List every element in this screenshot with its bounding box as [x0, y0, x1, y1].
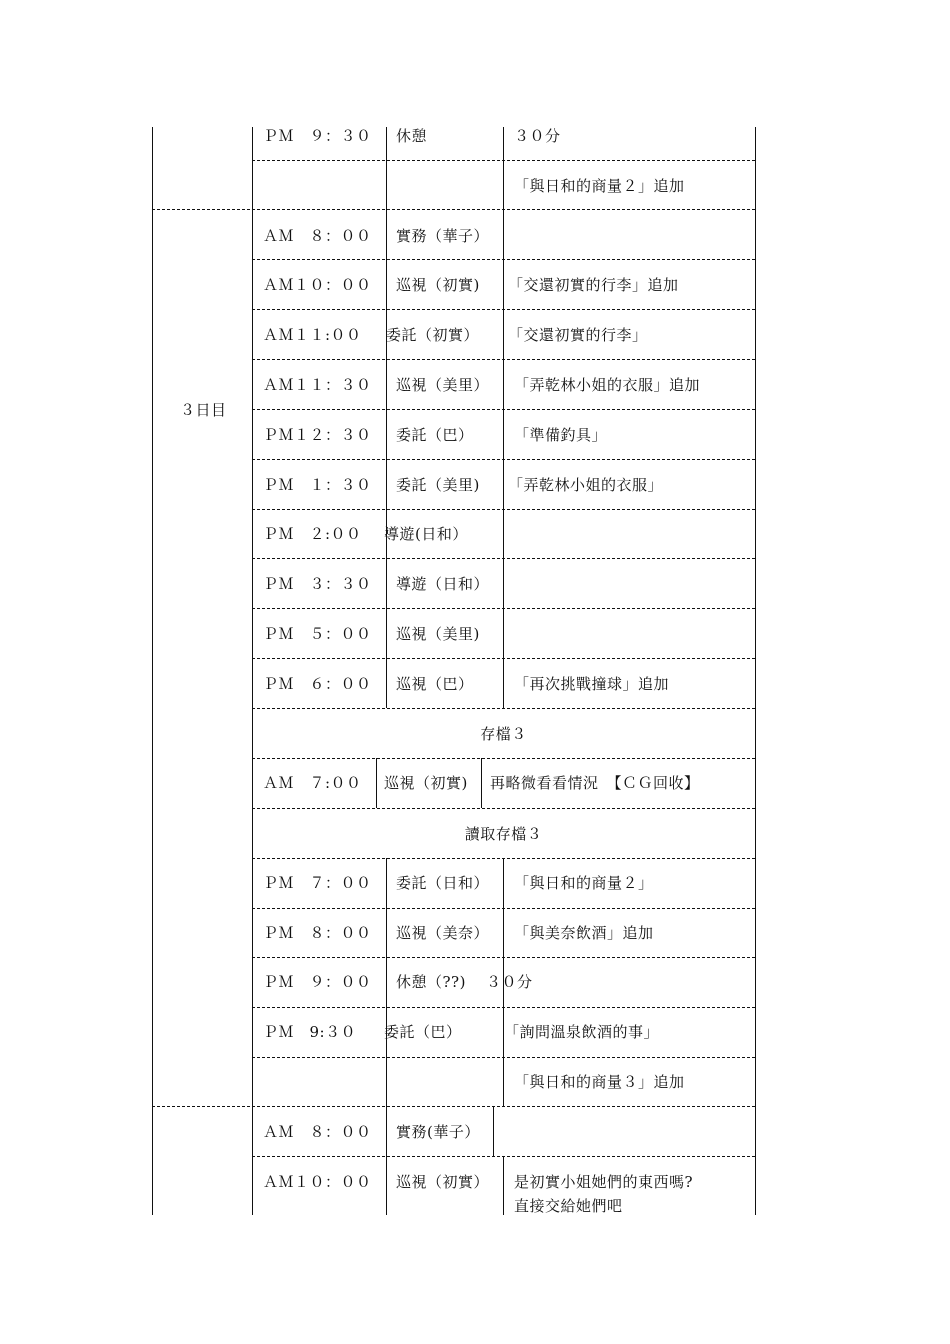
row-action: 委託（美里)	[396, 476, 480, 494]
row-time: ＡＭ１１：３０	[263, 376, 372, 394]
row-separator	[252, 808, 755, 809]
row-time: ＡＭ１１:００	[263, 326, 362, 344]
time-action-divider	[386, 858, 387, 1106]
row-time: ＰＭ ２:００	[263, 525, 362, 543]
group-separator	[152, 1106, 755, 1107]
action-note-divider	[503, 209, 504, 708]
row-separator	[252, 160, 755, 161]
row-time: ＰＭ１２：３０	[263, 426, 372, 444]
load-note: 讀取存檔３	[464, 825, 543, 843]
row-note: 「交還初實的行李」追加	[508, 276, 679, 294]
row-note: 「與美奈飲酒」追加	[514, 924, 654, 942]
row-action: 委託（巴）	[384, 1023, 462, 1041]
row-action: 實務(華子）	[396, 1123, 480, 1141]
row-action: 巡視（美奈）	[396, 924, 490, 942]
row-action: 休憩（??)	[396, 973, 466, 991]
row-action: 巡視（美里）	[396, 376, 490, 394]
row-time: ＰＭ ９：３０	[263, 127, 372, 145]
row-time: ＡＭ ８：００	[263, 227, 372, 245]
row-time: ＰＭ ６：００	[263, 675, 372, 693]
time-action-divider	[376, 758, 377, 808]
row-time: ＡＭ ７:００	[263, 774, 362, 792]
action-note-divider	[503, 1156, 504, 1215]
row-note: 「與日和的商量２」追加	[514, 177, 685, 195]
row-note: 是初實小姐她們的東西嗎?	[514, 1173, 694, 1191]
row-note: 「再次挑戰撞球」追加	[514, 675, 670, 693]
action-note-divider	[493, 1106, 494, 1156]
row-time: ＡＭ１０：００	[263, 276, 372, 294]
row-time: ＰＭ ８：００	[263, 924, 372, 942]
table-left-border	[152, 127, 153, 1215]
row-action: 巡視（初實)	[396, 276, 480, 294]
table-time-column-border	[252, 127, 253, 1215]
table-right-border	[755, 127, 756, 1215]
row-action: 導遊（日和）	[396, 575, 490, 593]
save-note: 存檔３	[480, 725, 527, 743]
time-action-divider	[386, 209, 387, 708]
row-separator	[252, 708, 755, 709]
row-time: ＰＭ ５：００	[263, 625, 372, 643]
row-note: 「弄乾林小姐的衣服」	[508, 476, 664, 494]
time-action-divider	[386, 1106, 387, 1215]
day-label: ３日目	[180, 401, 227, 419]
action-note-divider	[503, 127, 504, 209]
row-action: 巡視（初實)	[384, 774, 468, 792]
row-time: ＰＭ ３：３０	[263, 575, 372, 593]
row-time: ＰＭ ７：００	[263, 874, 372, 892]
row-note-continued: 直接交給她們吧	[514, 1197, 623, 1215]
row-time: ＰＭ １：３０	[263, 476, 372, 494]
row-note: ３０分	[514, 127, 561, 145]
row-action: 休憩	[396, 127, 428, 145]
row-action: 巡視（巴）	[396, 675, 474, 693]
row-time: ＰＭ ９：００	[263, 973, 372, 991]
row-time: ＰＭ 9:３０	[263, 1023, 357, 1041]
row-note: 「與日和的商量３」追加	[514, 1073, 685, 1091]
row-note: 「與日和的商量２」	[514, 874, 654, 892]
row-action: 實務（華子）	[396, 227, 490, 245]
row-separator	[252, 758, 755, 759]
group-separator	[152, 209, 755, 210]
row-action: 巡視（初實）	[396, 1173, 490, 1191]
row-time: ＡＭ ８：００	[263, 1123, 372, 1141]
row-action: 導遊(日和）	[384, 525, 468, 543]
row-action: 委託（日和）	[396, 874, 490, 892]
time-action-divider	[386, 127, 387, 209]
row-note: 「弄乾林小姐的衣服」追加	[514, 376, 701, 394]
row-note: 再略微看看情況 【ＣＧ回收】	[490, 774, 700, 792]
action-note-divider	[481, 758, 482, 808]
row-note: 「詢問溫泉飲酒的事」	[504, 1023, 660, 1041]
row-action: 委託（巴）	[396, 426, 474, 444]
row-note: ３０分	[486, 973, 533, 991]
row-note: 「交還初實的行李」	[508, 326, 648, 344]
row-action: 委託（初實）	[386, 326, 480, 344]
row-action: 巡視（美里)	[396, 625, 480, 643]
row-time: ＡＭ１０：００	[263, 1173, 372, 1191]
row-note: 「準備釣具」	[514, 426, 608, 444]
